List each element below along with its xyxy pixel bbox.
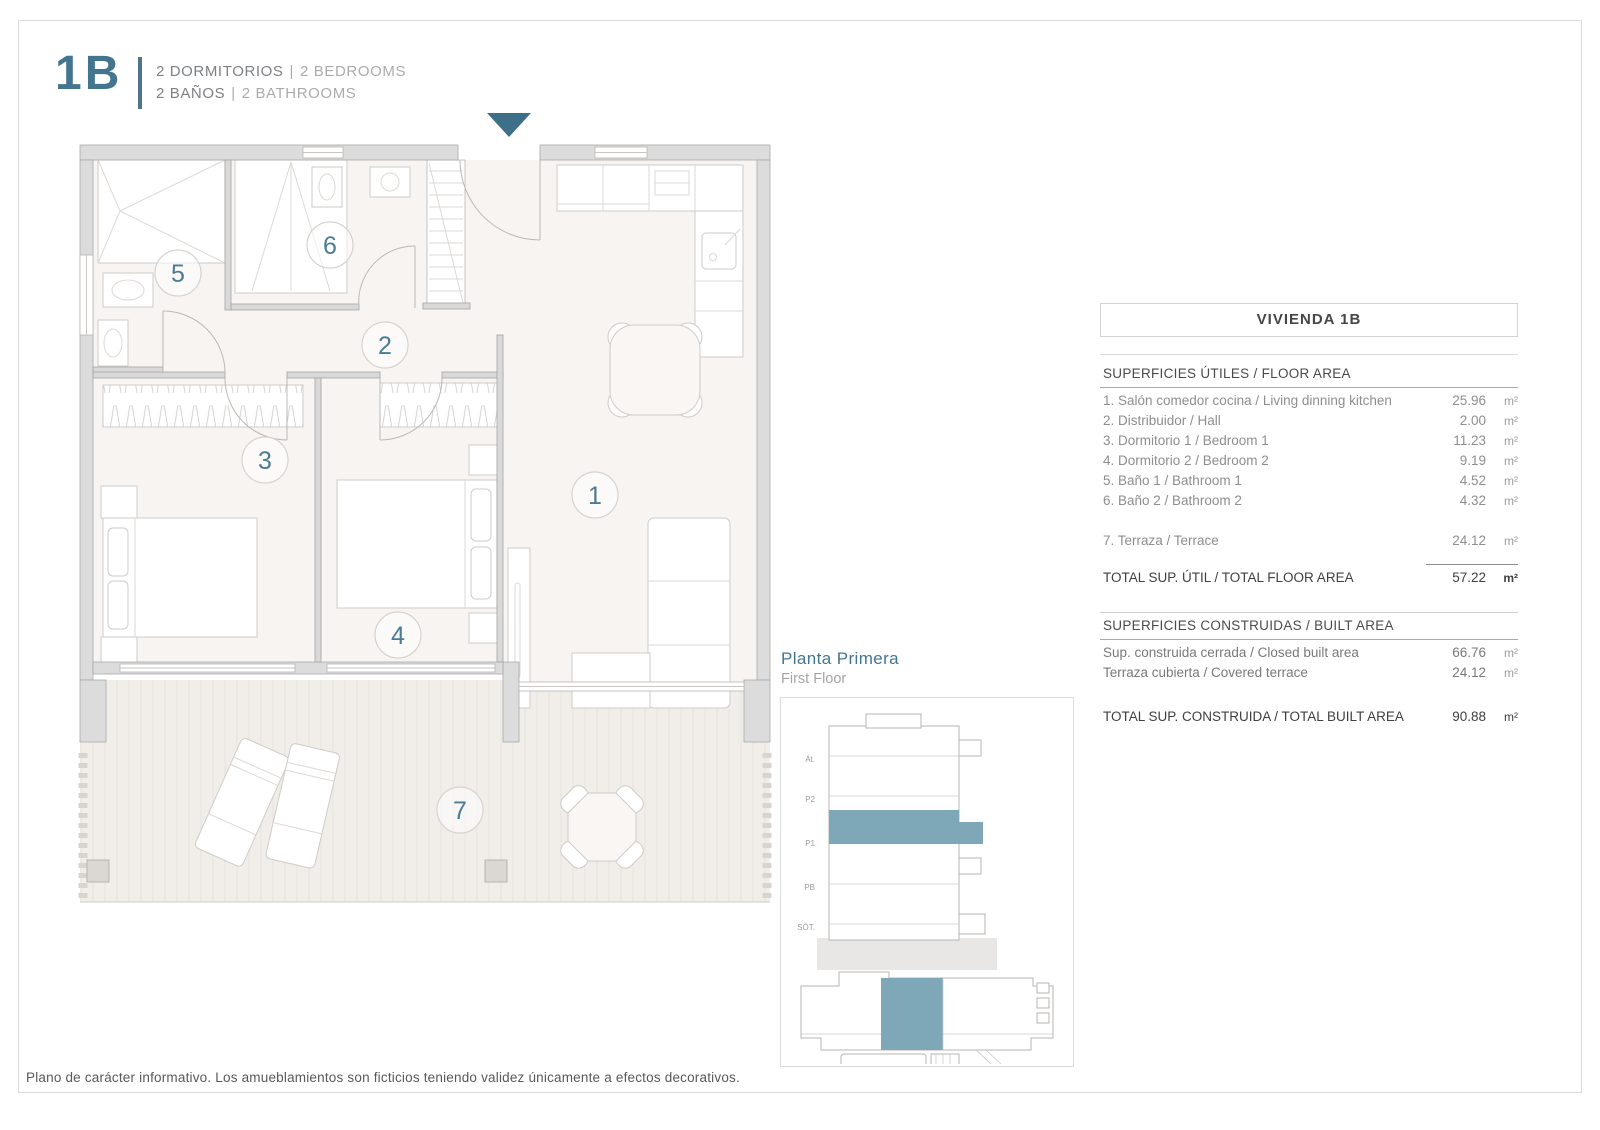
room-number-3 <box>242 437 288 483</box>
unit-code: 1B <box>55 47 123 100</box>
svg-text:PB: PB <box>804 883 815 892</box>
svg-text:1: 1 <box>588 482 602 510</box>
unit-summary <box>156 61 406 105</box>
separator: | <box>289 63 295 80</box>
table-row: 3. Dormitorio 1 / Bedroom 1 11.23 m² <box>1103 433 1518 448</box>
room-number-5 <box>155 250 201 296</box>
table-row: 4. Dormitorio 2 / Bedroom 2 9.19 m² <box>1103 453 1518 468</box>
key-plan-subtitle: First Floor <box>781 671 847 687</box>
bathrooms-es: 2 BAÑOS <box>156 85 226 102</box>
key-plan-drawing <box>781 698 1071 1064</box>
svg-text:3: 3 <box>258 447 272 475</box>
disclaimer-text: Plano de carácter informativo. Los amueblamientos son ficticios teniendo validez únicamente a efectos decorativos. <box>26 1070 740 1085</box>
table-row: 2. Distribuidor / Hall 2.00 m² <box>1103 413 1518 428</box>
svg-text:5: 5 <box>171 260 185 288</box>
svg-text:7: 7 <box>453 797 467 825</box>
sink <box>103 273 153 307</box>
built-area-heading: SUPERFICIES CONSTRUIDAS / BUILT AREA <box>1100 612 1518 640</box>
nightstand <box>469 445 499 475</box>
bathrooms-line <box>156 83 406 105</box>
total-floor-area-row: TOTAL SUP. ÚTIL / TOTAL FLOOR AREA 57.22 m² <box>1103 570 1518 585</box>
room-number-6 <box>307 222 353 268</box>
separator: | <box>231 85 236 102</box>
floor-area-rows <box>1100 391 1518 551</box>
dining-table <box>608 323 702 417</box>
table-row: 1. Salón comedor cocina / Living dinning kitchen 25.96 m² <box>1103 393 1518 408</box>
svg-text:Át.: Át. <box>805 755 815 764</box>
terrace-column <box>485 860 507 882</box>
table-row: 5. Baño 1 / Bathroom 1 4.52 m² <box>1103 473 1518 488</box>
svg-text:6: 6 <box>323 232 337 260</box>
table-row: Terraza cubierta / Covered terrace 24.12 m² <box>1103 665 1518 680</box>
hall-closet <box>427 160 465 306</box>
site-plan <box>801 972 1053 1064</box>
table-row-terrace: 7. Terraza / Terrace 24.12 m² <box>1103 533 1518 548</box>
svg-text:4: 4 <box>391 622 405 650</box>
key-plan-title: Planta Primera <box>781 649 900 668</box>
key-plan <box>780 697 1074 1067</box>
entrance-arrow-icon <box>487 113 531 137</box>
total-built-area-row: TOTAL SUP. CONSTRUIDA / TOTAL BUILT AREA 90.88 m² <box>1103 709 1518 724</box>
bedrooms-line <box>156 61 406 83</box>
sink <box>370 167 410 197</box>
room-number-7 <box>437 787 483 833</box>
floor-area-heading: SUPERFICIES ÚTILES / FLOOR AREA <box>1100 363 1518 388</box>
building-section <box>797 714 997 970</box>
highlighted-floor <box>829 810 959 844</box>
area-table <box>1100 303 1518 727</box>
bedrooms-en: 2 BEDROOMS <box>300 63 407 80</box>
pool <box>841 1054 926 1064</box>
terrace-area <box>80 680 770 902</box>
table-row: 6. Baño 2 / Bathroom 2 4.32 m² <box>1103 493 1518 508</box>
room-number-2 <box>362 322 408 368</box>
header-divider-bar <box>138 57 142 109</box>
toilet <box>98 320 128 366</box>
bathrooms-en: 2 BATHROOMS <box>241 85 357 102</box>
table-row: Sup. construida cerrada / Closed built area 66.76 m² <box>1103 645 1518 660</box>
svg-text:SÓT.: SÓT. <box>797 923 815 932</box>
terrace-column <box>87 860 109 882</box>
toilet <box>312 167 342 207</box>
nightstand <box>101 486 137 518</box>
room-number-4 <box>375 612 421 658</box>
bedrooms-es: 2 DORMITORIOS <box>156 63 284 80</box>
terrace-table-set <box>557 782 646 871</box>
room-number-1 <box>572 472 618 518</box>
nightstand <box>469 613 499 643</box>
table-title: VIVIENDA 1B <box>1100 303 1518 337</box>
svg-text:P1: P1 <box>805 839 815 848</box>
svg-text:P2: P2 <box>805 795 815 804</box>
highlighted-unit <box>881 978 943 1050</box>
floor-plan <box>75 105 775 915</box>
built-area-rows <box>1100 643 1518 683</box>
svg-text:2: 2 <box>378 332 392 360</box>
